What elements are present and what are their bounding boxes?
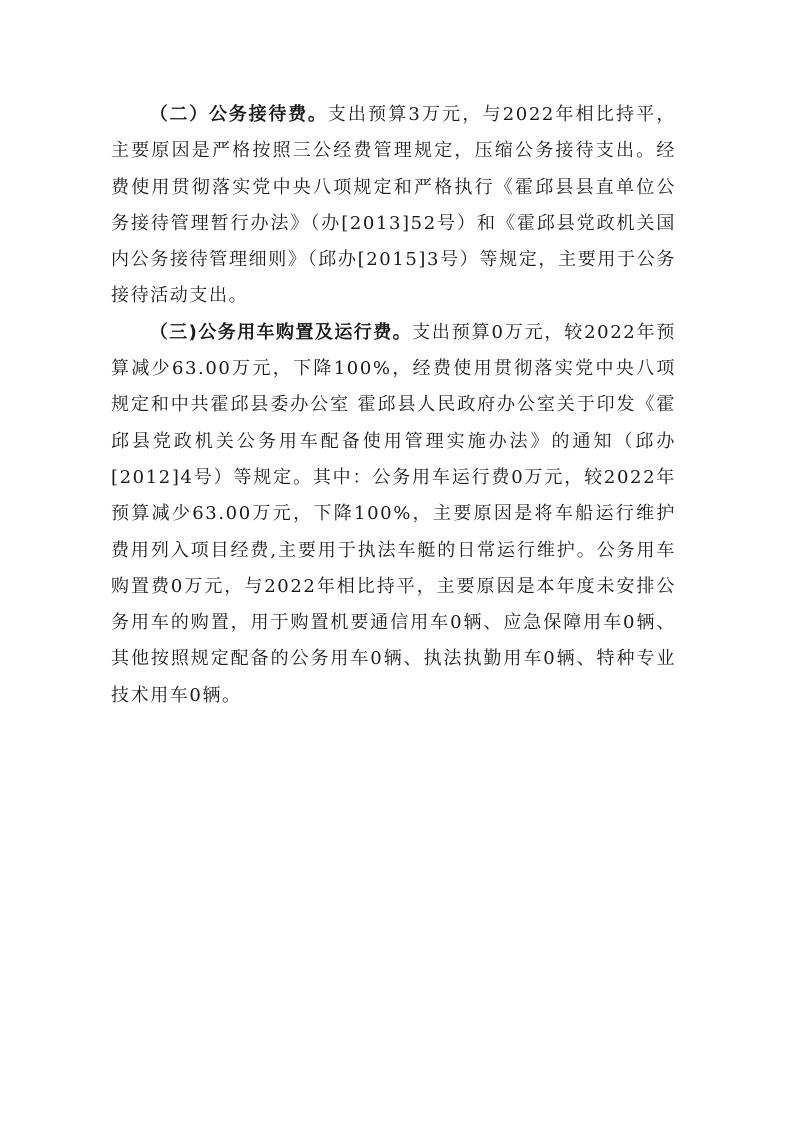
paragraph-reception-expenses <box>111 97 676 315</box>
paragraph-vehicle-expenses <box>111 315 676 714</box>
section-text-vehicle: 支出预算0万元，较2022年预算减少63.00万元，下降100%，经费使用贯彻落实党中央八项规定和中共霍邱县委办公室 霍邱县人民政府办公室关于印发《霍邱县党政机关公务用车配备使用管理实施办法》的通知（邱办[2012]4号）等规定。其中：公务用车运行费0万元，较2022年预算减少63.00万元，下降100%，主要原因是将车船运行维护费用列入项目经费,主要用于执法车艇的日常运行维护。公务用车购置费0万元，与2022年相比持平，主要原因是本年度未安排公务用车的购置，用于购置机要通信用车0辆、应急保障用车0辆、其他按照规定配备的公务用车0辆、执法执勤用车0辆、特种专业技术用车0辆。 <box>111 321 677 706</box>
document-body <box>111 97 676 714</box>
section-heading-vehicle: （三)公务用车购置及运行费。 <box>149 321 413 343</box>
section-text-reception: 支出预算3万元，与2022年相比持平，主要原因是严格按照三公经费管理规定，压缩公务接待支出。经费使用贯彻落实党中央八项规定和严格执行《霍邱县县直单位公务接待管理暂行办法》（办[2013]52号）和《霍邱县党政机关国内公务接待管理细则》（邱办[2015]3号）等规定，主要用于公务接待活动支出。 <box>111 104 676 307</box>
section-heading-reception: （二）公务接待费。 <box>149 104 328 125</box>
